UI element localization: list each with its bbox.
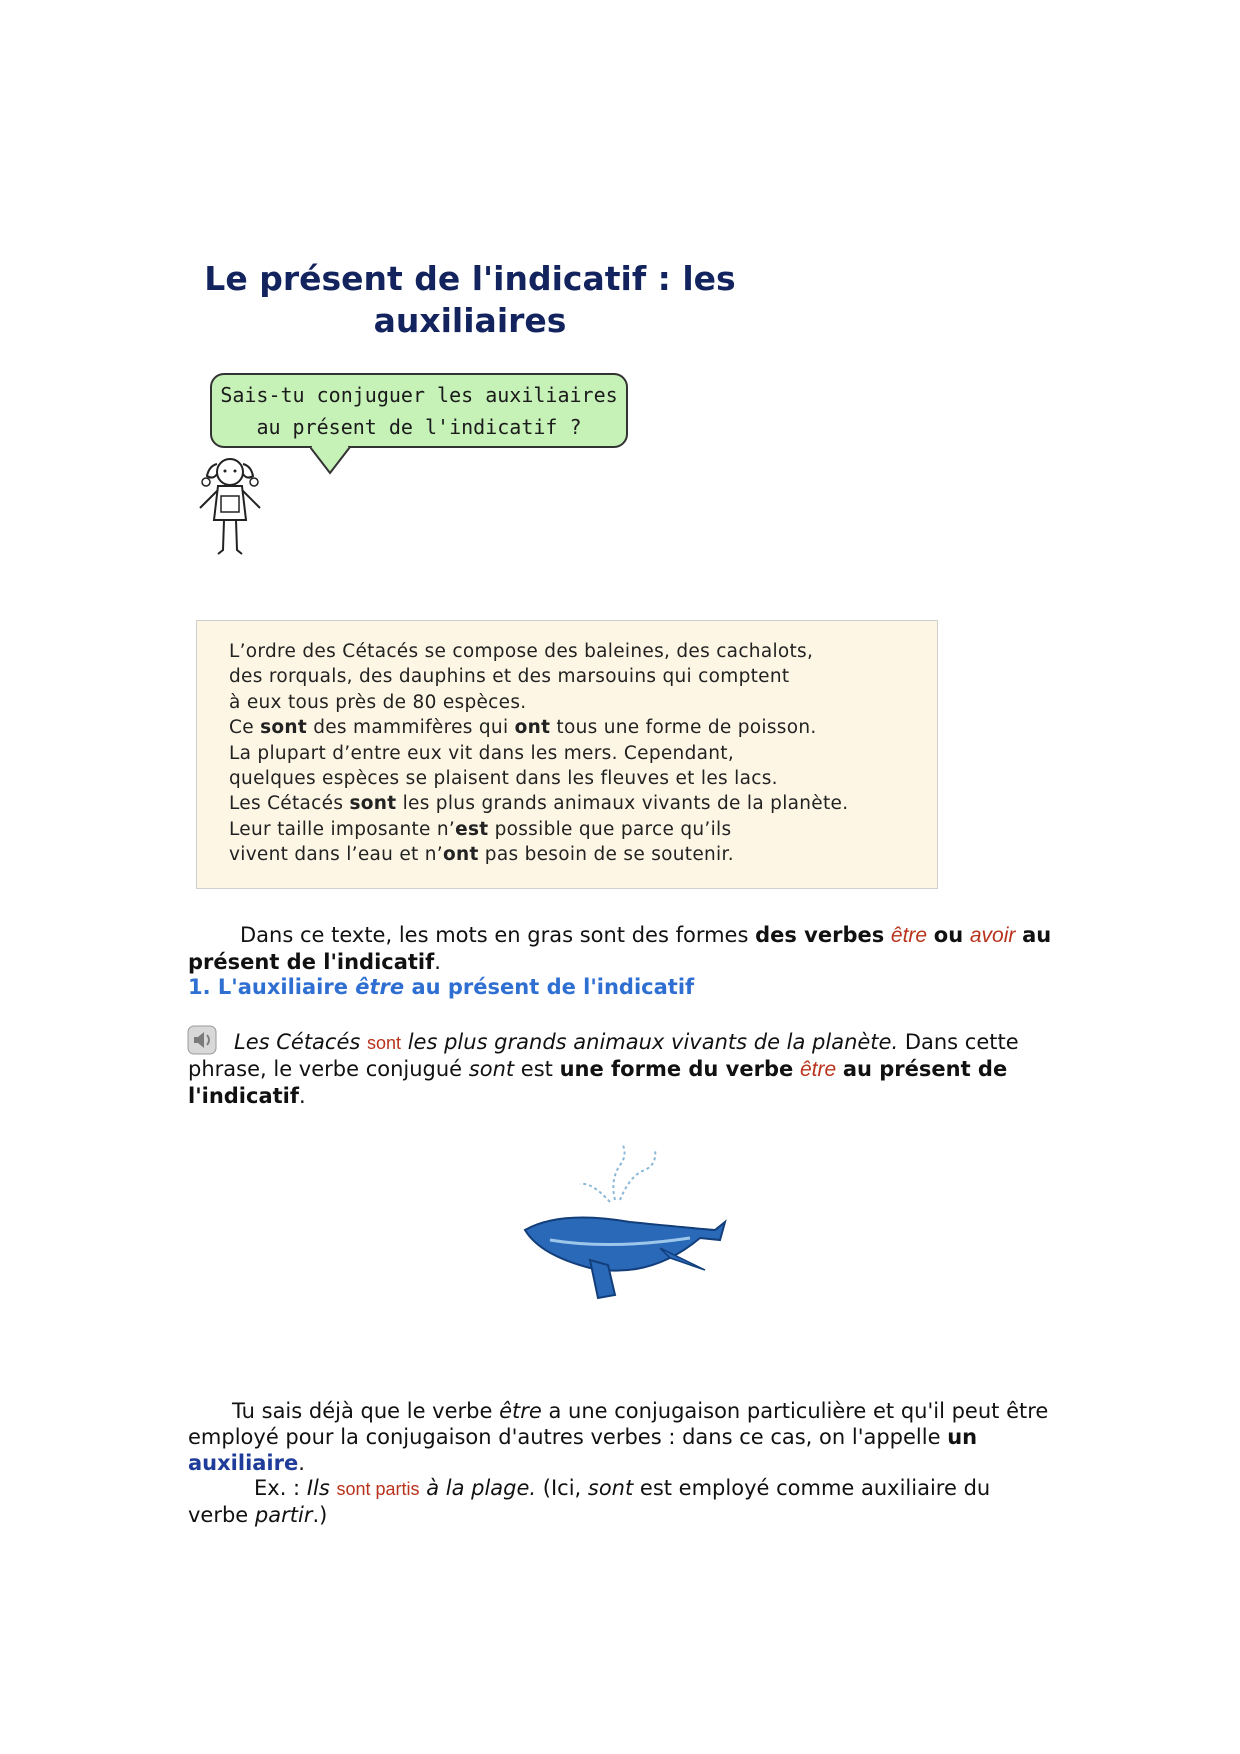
example-sentence: Les Cétacés — [234, 1030, 368, 1054]
verb-etre: être — [799, 1058, 837, 1081]
speech-bubble — [210, 373, 628, 448]
text-fragment: Ex. : — [254, 1476, 307, 1500]
text-fragment: . — [299, 1084, 306, 1108]
heading-fragment: au présent de l'indicatif — [404, 975, 695, 999]
bold-text: une forme du verbe — [559, 1057, 794, 1081]
text-fragment: .) — [312, 1503, 328, 1527]
text-fragment: Dans cette — [898, 1030, 1019, 1054]
text-fragment: a une conjugaison particulière et qu'il peut être — [541, 1399, 1049, 1423]
text-fragment: Dans ce texte, les mots en gras sont des formes — [240, 923, 756, 947]
bold-text: des verbes — [755, 923, 885, 947]
text-fragment: les plus grands animaux vivants de la planète. — [396, 793, 849, 815]
italic-verb: sont — [468, 1057, 515, 1081]
text-fragment: Tu sais déjà que le verbe — [232, 1399, 500, 1423]
auxiliary-term: auxiliaire — [188, 1451, 299, 1475]
speech-illustration — [190, 365, 630, 565]
text-line: quelques espèces se plaisent dans les fleuves et les lacs. — [229, 768, 778, 790]
text-fragment: pas besoin de se soutenir. — [478, 844, 734, 866]
italic-verb: partir — [254, 1503, 313, 1527]
intro-paragraph — [188, 922, 1068, 975]
bold-text: au — [1022, 923, 1052, 947]
text-fragment: phrase, le verbe conjugué — [188, 1057, 469, 1081]
bold-verb: ont — [442, 844, 479, 866]
text-fragment: est — [514, 1057, 560, 1081]
text-fragment: employé pour la conjugaison d'autres verbes : dans ce cas, on l'appelle — [188, 1425, 948, 1449]
text-line: L’ordre des Cétacés se compose des baleines, des cachalots, — [229, 641, 814, 662]
text-line — [229, 791, 937, 816]
whale-icon — [520, 1130, 730, 1310]
text-line: La plupart d’entre eux vit dans les mers. Cependant, — [229, 742, 735, 764]
text-fragment: Leur taille imposante n’ — [229, 818, 456, 840]
bold-text: au présent de — [842, 1057, 1008, 1081]
example-2-paragraph — [188, 1475, 1068, 1528]
verb-avoir: avoir — [969, 924, 1016, 947]
bubble-line-2: au présent de l'indicatif ? — [256, 415, 582, 439]
title-line-2: auxiliaires — [373, 301, 567, 340]
text-fragment: des mammifères qui — [307, 717, 515, 739]
bubble-line-1: Sais-tu conjuguer les auxiliaires — [220, 383, 618, 407]
title-line-1: Le présent de l'indicatif : les — [204, 259, 736, 298]
example-sentence: Ils — [306, 1476, 330, 1500]
bold-text: l'indicatif — [188, 1084, 299, 1108]
text-fragment: tous une forme de poisson. — [550, 717, 817, 739]
text-fragment: Ce — [229, 717, 261, 739]
bubble-tail-icon — [310, 445, 370, 475]
text-line: des rorquals, des dauphins et des marsouins qui comptent — [229, 666, 790, 688]
verb-highlight: sont — [367, 1033, 402, 1053]
example-sentence: à la plage. — [426, 1476, 537, 1500]
italic-verb: être — [499, 1399, 542, 1423]
bold-text: un — [947, 1425, 978, 1449]
bold-verb: est — [455, 818, 489, 840]
text-fragment: . — [434, 950, 441, 974]
text-fragment: est employé comme auxiliaire du — [633, 1476, 991, 1500]
text-fragment: . — [298, 1451, 305, 1475]
reading-text-box — [196, 620, 938, 889]
text-line: à eux tous près de 80 espèces. — [229, 691, 527, 713]
bold-verb: sont — [349, 793, 397, 815]
example-paragraph — [188, 1029, 1068, 1109]
text-line — [229, 715, 937, 740]
text-fragment: vivent dans l’eau et n’ — [229, 844, 443, 866]
heading-fragment: 1. L'auxiliaire — [188, 975, 356, 999]
auxiliary-paragraph — [188, 1398, 1068, 1476]
heading-fragment: être — [355, 975, 405, 999]
text-fragment: possible que parce qu’ils — [488, 818, 732, 840]
text-fragment: Les Cétacés — [229, 793, 350, 815]
example-sentence: les plus grands animaux vivants de la planète. — [401, 1030, 899, 1054]
section-heading — [188, 975, 694, 999]
girl-icon — [190, 450, 270, 560]
italic-verb: sont — [587, 1476, 634, 1500]
text-line — [229, 842, 937, 867]
text-fragment: verbe — [188, 1503, 255, 1527]
text-line — [229, 817, 937, 842]
bold-text: ou — [933, 923, 964, 947]
bold-text: présent de l'indicatif — [188, 950, 435, 974]
bold-verb: sont — [260, 717, 308, 739]
verb-highlight: sont partis — [336, 1479, 420, 1499]
verb-etre: être — [890, 924, 928, 947]
page-title — [190, 258, 750, 342]
bold-verb: ont — [514, 717, 551, 739]
text-fragment: (Ici, — [536, 1476, 588, 1500]
